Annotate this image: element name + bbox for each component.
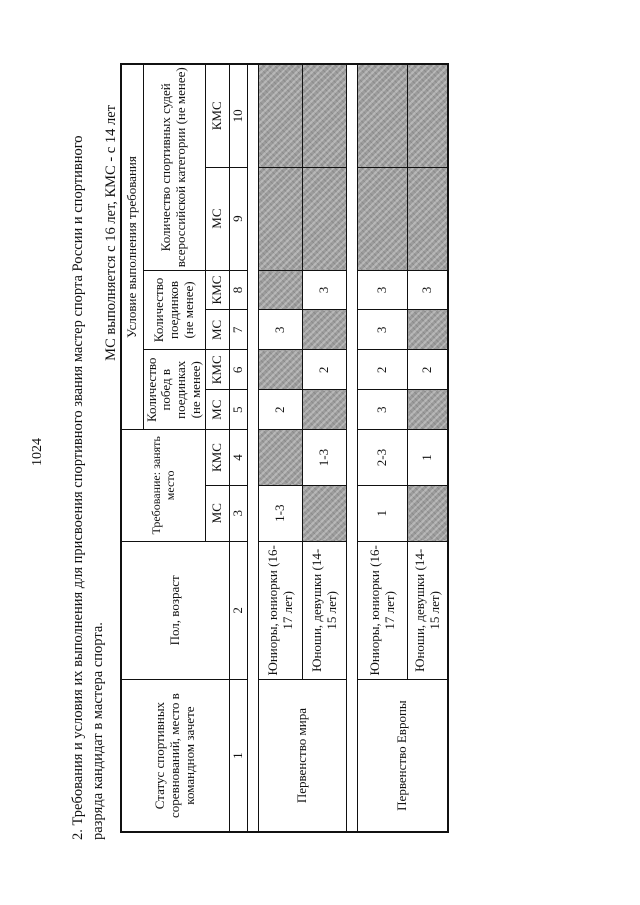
- header-conditions: Условие выполнения требования: [121, 64, 143, 430]
- page-number: 1024: [30, 438, 45, 466]
- column-number: 1: [230, 680, 248, 832]
- shaded-cell: [408, 485, 448, 541]
- column-number: 8: [230, 270, 248, 310]
- header-wins: Количество побед в поединках (не менее): [143, 350, 206, 430]
- shaded-cell: [358, 167, 408, 270]
- table-row: [259, 64, 303, 832]
- header-ms: МС: [206, 485, 230, 541]
- table-row: [358, 64, 408, 832]
- column-number: 3: [230, 485, 248, 541]
- shaded-cell: [408, 64, 448, 167]
- shaded-cell: [358, 64, 408, 167]
- shaded-cell: [408, 390, 448, 430]
- header-status: Статус спортивных соревнований, место в командном зачете: [121, 680, 230, 832]
- column-number: 9: [230, 167, 248, 270]
- header-requirement: Требование: занять место: [121, 430, 206, 541]
- kms-place-cell: 1: [408, 430, 448, 486]
- shaded-cell: [408, 310, 448, 350]
- kms-place-cell: 2-3: [358, 430, 408, 486]
- column-number: 2: [230, 541, 248, 680]
- bouts-ms-cell: 3: [259, 310, 303, 350]
- column-number: 5: [230, 390, 248, 430]
- heading-line-1: 2. Требования и условия их выполнения для присвоения спортивного звания мастер спорта России и спортивного: [70, 135, 86, 840]
- bouts-kms-cell: 3: [358, 270, 408, 310]
- shaded-cell: [303, 485, 347, 541]
- status-cell: Первенство Европы: [358, 680, 448, 832]
- table-spacer: [347, 64, 358, 832]
- header-judges: Количество спортивных судей всероссийской категории (не менее): [143, 64, 206, 270]
- shaded-cell: [303, 390, 347, 430]
- shaded-cell: [303, 167, 347, 270]
- table-spacer: [248, 64, 259, 832]
- shaded-cell: [408, 167, 448, 270]
- age-note: МС выполняется с 16 лет, КМС - с 14 лет: [103, 105, 119, 361]
- group-cell: Юноши, девушки (14-15 лет): [303, 541, 347, 680]
- wins-ms-cell: 2: [259, 390, 303, 430]
- shaded-cell: [259, 64, 303, 167]
- wins-kms-cell: 2: [303, 350, 347, 390]
- wins-ms-cell: 3: [358, 390, 408, 430]
- header-kms: КМС: [206, 64, 230, 167]
- wins-kms-cell: 2: [358, 350, 408, 390]
- bouts-kms-cell: 3: [408, 270, 448, 310]
- shaded-cell: [259, 350, 303, 390]
- requirements-table: [120, 63, 442, 833]
- ms-place-cell: 1-3: [259, 485, 303, 541]
- shaded-cell: [303, 310, 347, 350]
- group-cell: Юноши, девушки (14-15 лет): [408, 541, 448, 680]
- shaded-cell: [303, 64, 347, 167]
- group-cell: Юниоры, юниорки (16-17 лет): [259, 541, 303, 680]
- ms-place-cell: 1: [358, 485, 408, 541]
- status-cell: Первенство мира: [259, 680, 347, 832]
- header-bouts: Количество поединков (не менее): [143, 270, 206, 350]
- header-kms: КМС: [206, 430, 230, 486]
- shaded-cell: [259, 430, 303, 486]
- group-cell: Юниоры, юниорки (16-17 лет): [358, 541, 408, 680]
- column-number: 4: [230, 430, 248, 486]
- column-number: 10: [230, 64, 248, 167]
- heading-line-2: разряда кандидат в мастера спорта.: [90, 622, 106, 840]
- header-kms: КМС: [206, 350, 230, 390]
- column-number: 6: [230, 350, 248, 390]
- shaded-cell: [259, 270, 303, 310]
- kms-place-cell: 1-3: [303, 430, 347, 486]
- header-ms: МС: [206, 167, 230, 270]
- bouts-ms-cell: 3: [358, 310, 408, 350]
- bouts-kms-cell: 3: [303, 270, 347, 310]
- header-ms: МС: [206, 310, 230, 350]
- shaded-cell: [259, 167, 303, 270]
- header-kms: КМС: [206, 270, 230, 310]
- column-number: 7: [230, 310, 248, 350]
- wins-kms-cell: 2: [408, 350, 448, 390]
- header-gender-age: Пол, возраст: [121, 541, 230, 680]
- header-ms: МС: [206, 390, 230, 430]
